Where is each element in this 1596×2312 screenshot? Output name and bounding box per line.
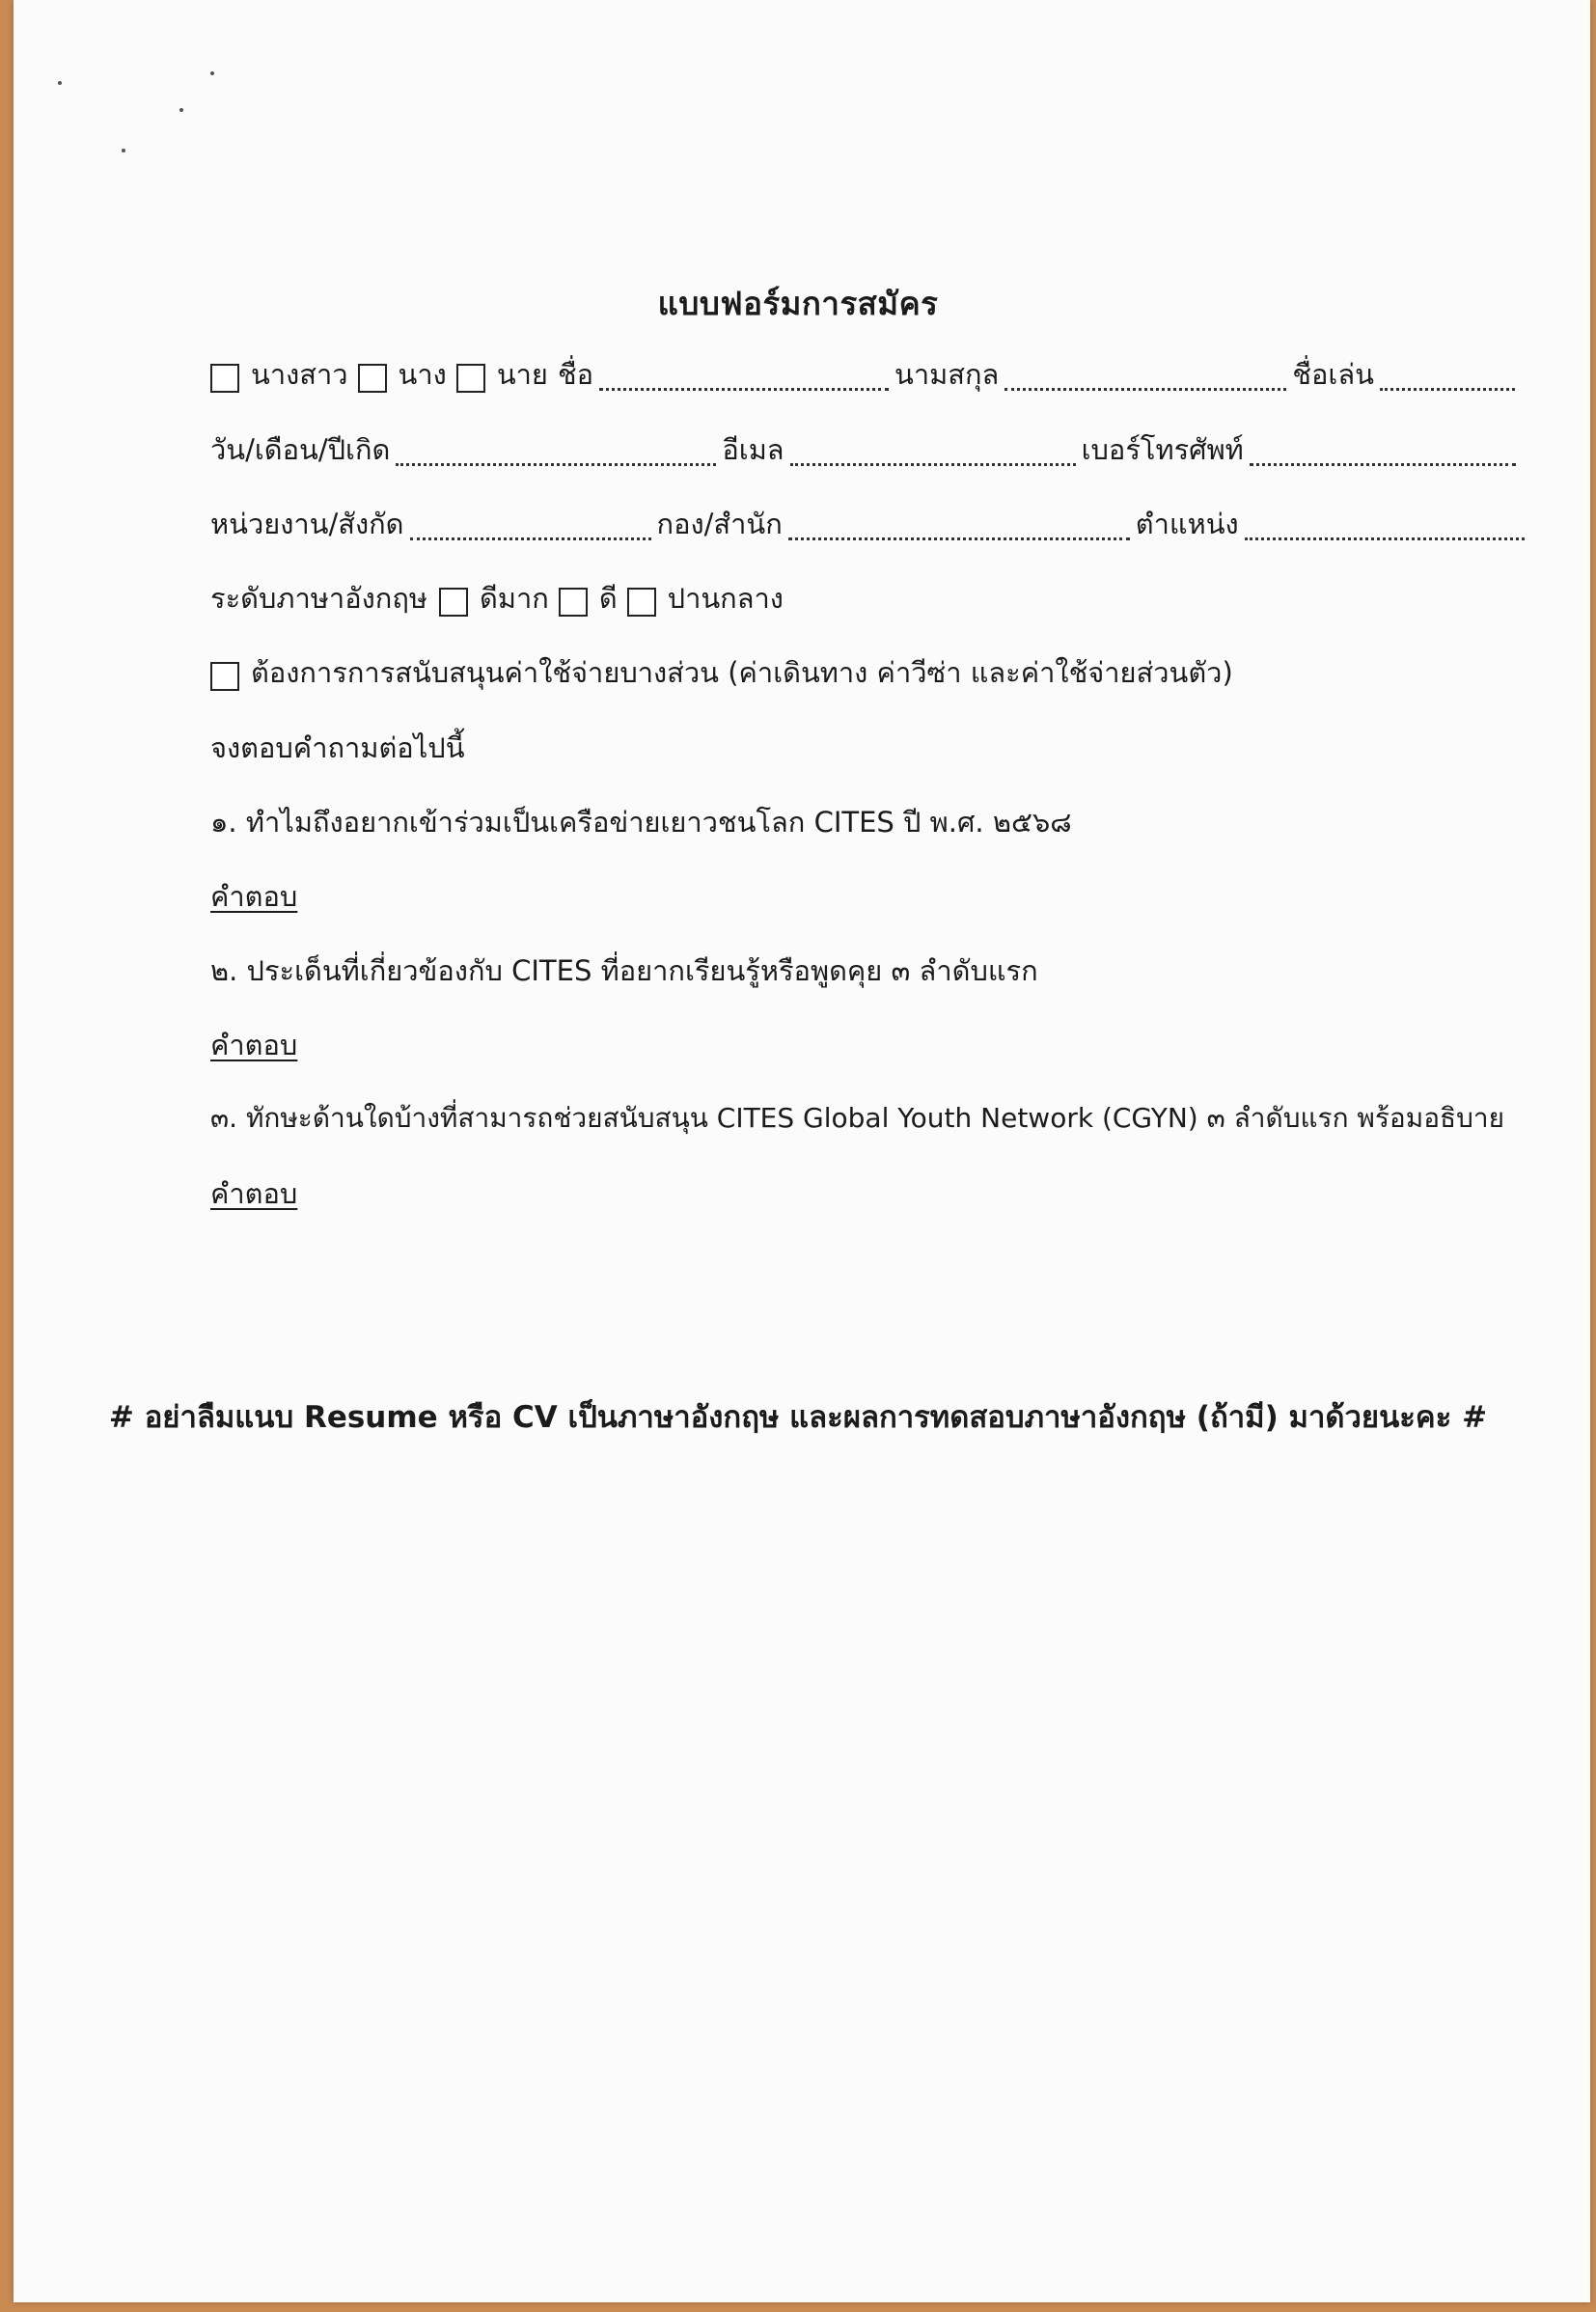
organization-row bbox=[210, 502, 1530, 546]
support-request-label: ต้องการการสนับสนุนค่าใช้จ่ายบางส่วน (ค่าเดินทาง ค่าวีซ่า และค่าใช้จ่ายส่วนตัว) bbox=[251, 656, 1233, 689]
question-2: ๒. ประเด็นที่เกี่ยวข้องกับ CITES ที่อยากเรียนรู้หรือพูดคุย ๓ ลำดับแรก bbox=[210, 954, 1038, 987]
question-1: ๑. ทำไมถึงอยากเข้าร่วมเป็นเครือข่ายเยาวชนโลก CITES ปี พ.ศ. ๒๕๖๘ bbox=[210, 806, 1072, 839]
checkbox-english-good[interactable] bbox=[559, 588, 588, 617]
position-label: ตำแหน่ง bbox=[1135, 508, 1239, 540]
nickname-label: ชื่อเล่น bbox=[1292, 358, 1374, 391]
instructions: จงตอบคำถามต่อไปนี้ bbox=[210, 731, 465, 764]
first-name-label: ชื่อ bbox=[557, 358, 594, 391]
email-field[interactable] bbox=[790, 462, 1076, 466]
answer-1-label: คำตอบ bbox=[210, 880, 298, 913]
title-mrs-label: นาง bbox=[398, 358, 447, 391]
nickname-field[interactable] bbox=[1380, 387, 1515, 391]
checkbox-miss[interactable] bbox=[210, 364, 239, 393]
phone-field[interactable] bbox=[1250, 462, 1516, 466]
last-name-label: นามสกุล bbox=[894, 358, 1000, 391]
first-name-field[interactable] bbox=[599, 387, 889, 391]
form-title: แบบฟอร์มการสมัคร bbox=[657, 285, 939, 322]
attachment-reminder: # อย่าลืมแนบ Resume หรือ CV เป็นภาษาอังกฤษ และผลการทดสอบภาษาอังกฤษ (ถ้ามี) มาด้วยนะคะ # bbox=[108, 1400, 1488, 1435]
checkbox-mrs[interactable] bbox=[358, 364, 387, 393]
dust-speck bbox=[122, 149, 125, 152]
last-name-field[interactable] bbox=[1004, 387, 1286, 391]
checkbox-support-request[interactable] bbox=[210, 662, 239, 691]
phone-label: เบอร์โทรศัพท์ bbox=[1081, 433, 1244, 466]
checkbox-english-moderate[interactable] bbox=[627, 588, 656, 617]
email-label: อีเมล bbox=[722, 433, 784, 466]
english-excellent-label: ดีมาก bbox=[480, 582, 549, 615]
division-field[interactable] bbox=[788, 537, 1130, 540]
checkbox-english-excellent[interactable] bbox=[439, 588, 468, 617]
name-row bbox=[210, 352, 1521, 397]
position-field[interactable] bbox=[1245, 537, 1525, 540]
question-3: ๓. ทักษะด้านใดบ้างที่สามารถช่วยสนับสนุน CITES Global Youth Network (CGYN) ๓ ลำดับแรก พร้อมอธิบาย bbox=[210, 1102, 1505, 1134]
title-miss-label: นางสาว bbox=[251, 358, 348, 391]
contact-row bbox=[210, 427, 1522, 472]
english-moderate-label: ปานกลาง bbox=[667, 582, 784, 615]
paper-sheet bbox=[14, 0, 1590, 2302]
english-good-label: ดี bbox=[598, 582, 618, 615]
dust-speck bbox=[210, 71, 214, 75]
birthdate-label: วัน/เดือน/ปีเกิด bbox=[210, 433, 391, 466]
answer-3-label: คำตอบ bbox=[210, 1177, 298, 1210]
dust-speck bbox=[179, 108, 183, 112]
english-level-label: ระดับภาษาอังกฤษ bbox=[210, 582, 428, 615]
dust-speck bbox=[58, 81, 62, 85]
agency-label: หน่วยงาน/สังกัด bbox=[210, 508, 404, 540]
agency-field[interactable] bbox=[410, 537, 651, 540]
english-level-row bbox=[210, 576, 793, 620]
support-request-row bbox=[210, 650, 1233, 695]
answer-2-label: คำตอบ bbox=[210, 1029, 298, 1061]
checkbox-mr[interactable] bbox=[456, 364, 485, 393]
division-label: กอง/สำนัก bbox=[656, 508, 783, 540]
title-mr-label: นาย bbox=[496, 358, 548, 391]
birthdate-field[interactable] bbox=[396, 462, 716, 466]
